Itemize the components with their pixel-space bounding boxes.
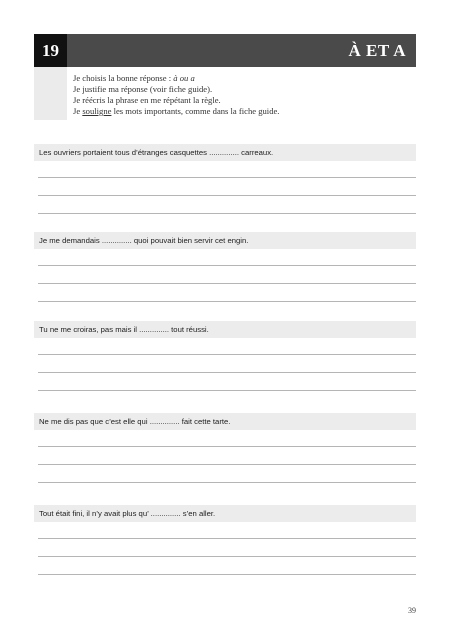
writing-line[interactable] [38, 213, 416, 214]
exercise-header [34, 34, 416, 67]
exercise-item [34, 505, 416, 522]
instruction-line-2: Je justifie ma réponse (voir fiche guide). [73, 84, 213, 94]
answer-blank[interactable]: .............. [150, 509, 181, 518]
writing-line[interactable] [38, 283, 416, 284]
instruction-line-4: Je souligne les mots importants, comme dans la fiche guide. [73, 106, 280, 116]
writing-line[interactable] [38, 556, 416, 557]
instruction-line-3: Je réécris la phrase en me répétant la règle. [73, 95, 221, 105]
writing-line[interactable] [38, 372, 416, 373]
writing-line[interactable] [38, 538, 416, 539]
exercise-sentence: Je me demandais .............. quoi pouvait bien servir cet engin. [34, 232, 416, 249]
exercise-sentence: Tu ne me croiras, pas mais il .............. tout réussi. [34, 321, 416, 338]
instructions-side-bar [34, 67, 67, 120]
writing-line[interactable] [38, 265, 416, 266]
exercise-title: À ET A [348, 41, 406, 60]
exercise-sentence: Les ouvriers portaient tous d’étranges casquettes .............. carreaux. [34, 144, 416, 161]
answer-options: à ou a [173, 73, 195, 83]
writing-line[interactable] [38, 574, 416, 575]
exercise-sentence: Ne me dis pas que c’est elle qui .............. fait cette tarte. [34, 413, 416, 430]
answer-blank[interactable]: .............. [149, 417, 180, 426]
writing-line[interactable] [38, 446, 416, 447]
exercise-number-badge: 19 [34, 34, 67, 67]
writing-line[interactable] [38, 301, 416, 302]
writing-line[interactable] [38, 177, 416, 178]
instructions-block [73, 73, 403, 117]
writing-line[interactable] [38, 354, 416, 355]
answer-blank[interactable]: .............. [101, 236, 132, 245]
exercise-item [34, 232, 416, 249]
answer-blank[interactable]: .............. [209, 148, 239, 157]
writing-line[interactable] [38, 390, 416, 391]
underlined-word: souligne [82, 106, 112, 116]
writing-line[interactable] [38, 464, 416, 465]
exercise-item [34, 413, 416, 430]
instruction-line-1: Je choisis la bonne réponse : à ou a [73, 73, 195, 83]
page-number: 39 [408, 606, 416, 615]
exercise-item [34, 144, 416, 161]
exercise-sentence: Tout était fini, il n’y avait plus qu’ .............. s’en aller. [34, 505, 416, 522]
writing-line[interactable] [38, 482, 416, 483]
exercise-item [34, 321, 416, 338]
writing-line[interactable] [38, 195, 416, 196]
answer-blank[interactable]: .............. [139, 325, 170, 334]
